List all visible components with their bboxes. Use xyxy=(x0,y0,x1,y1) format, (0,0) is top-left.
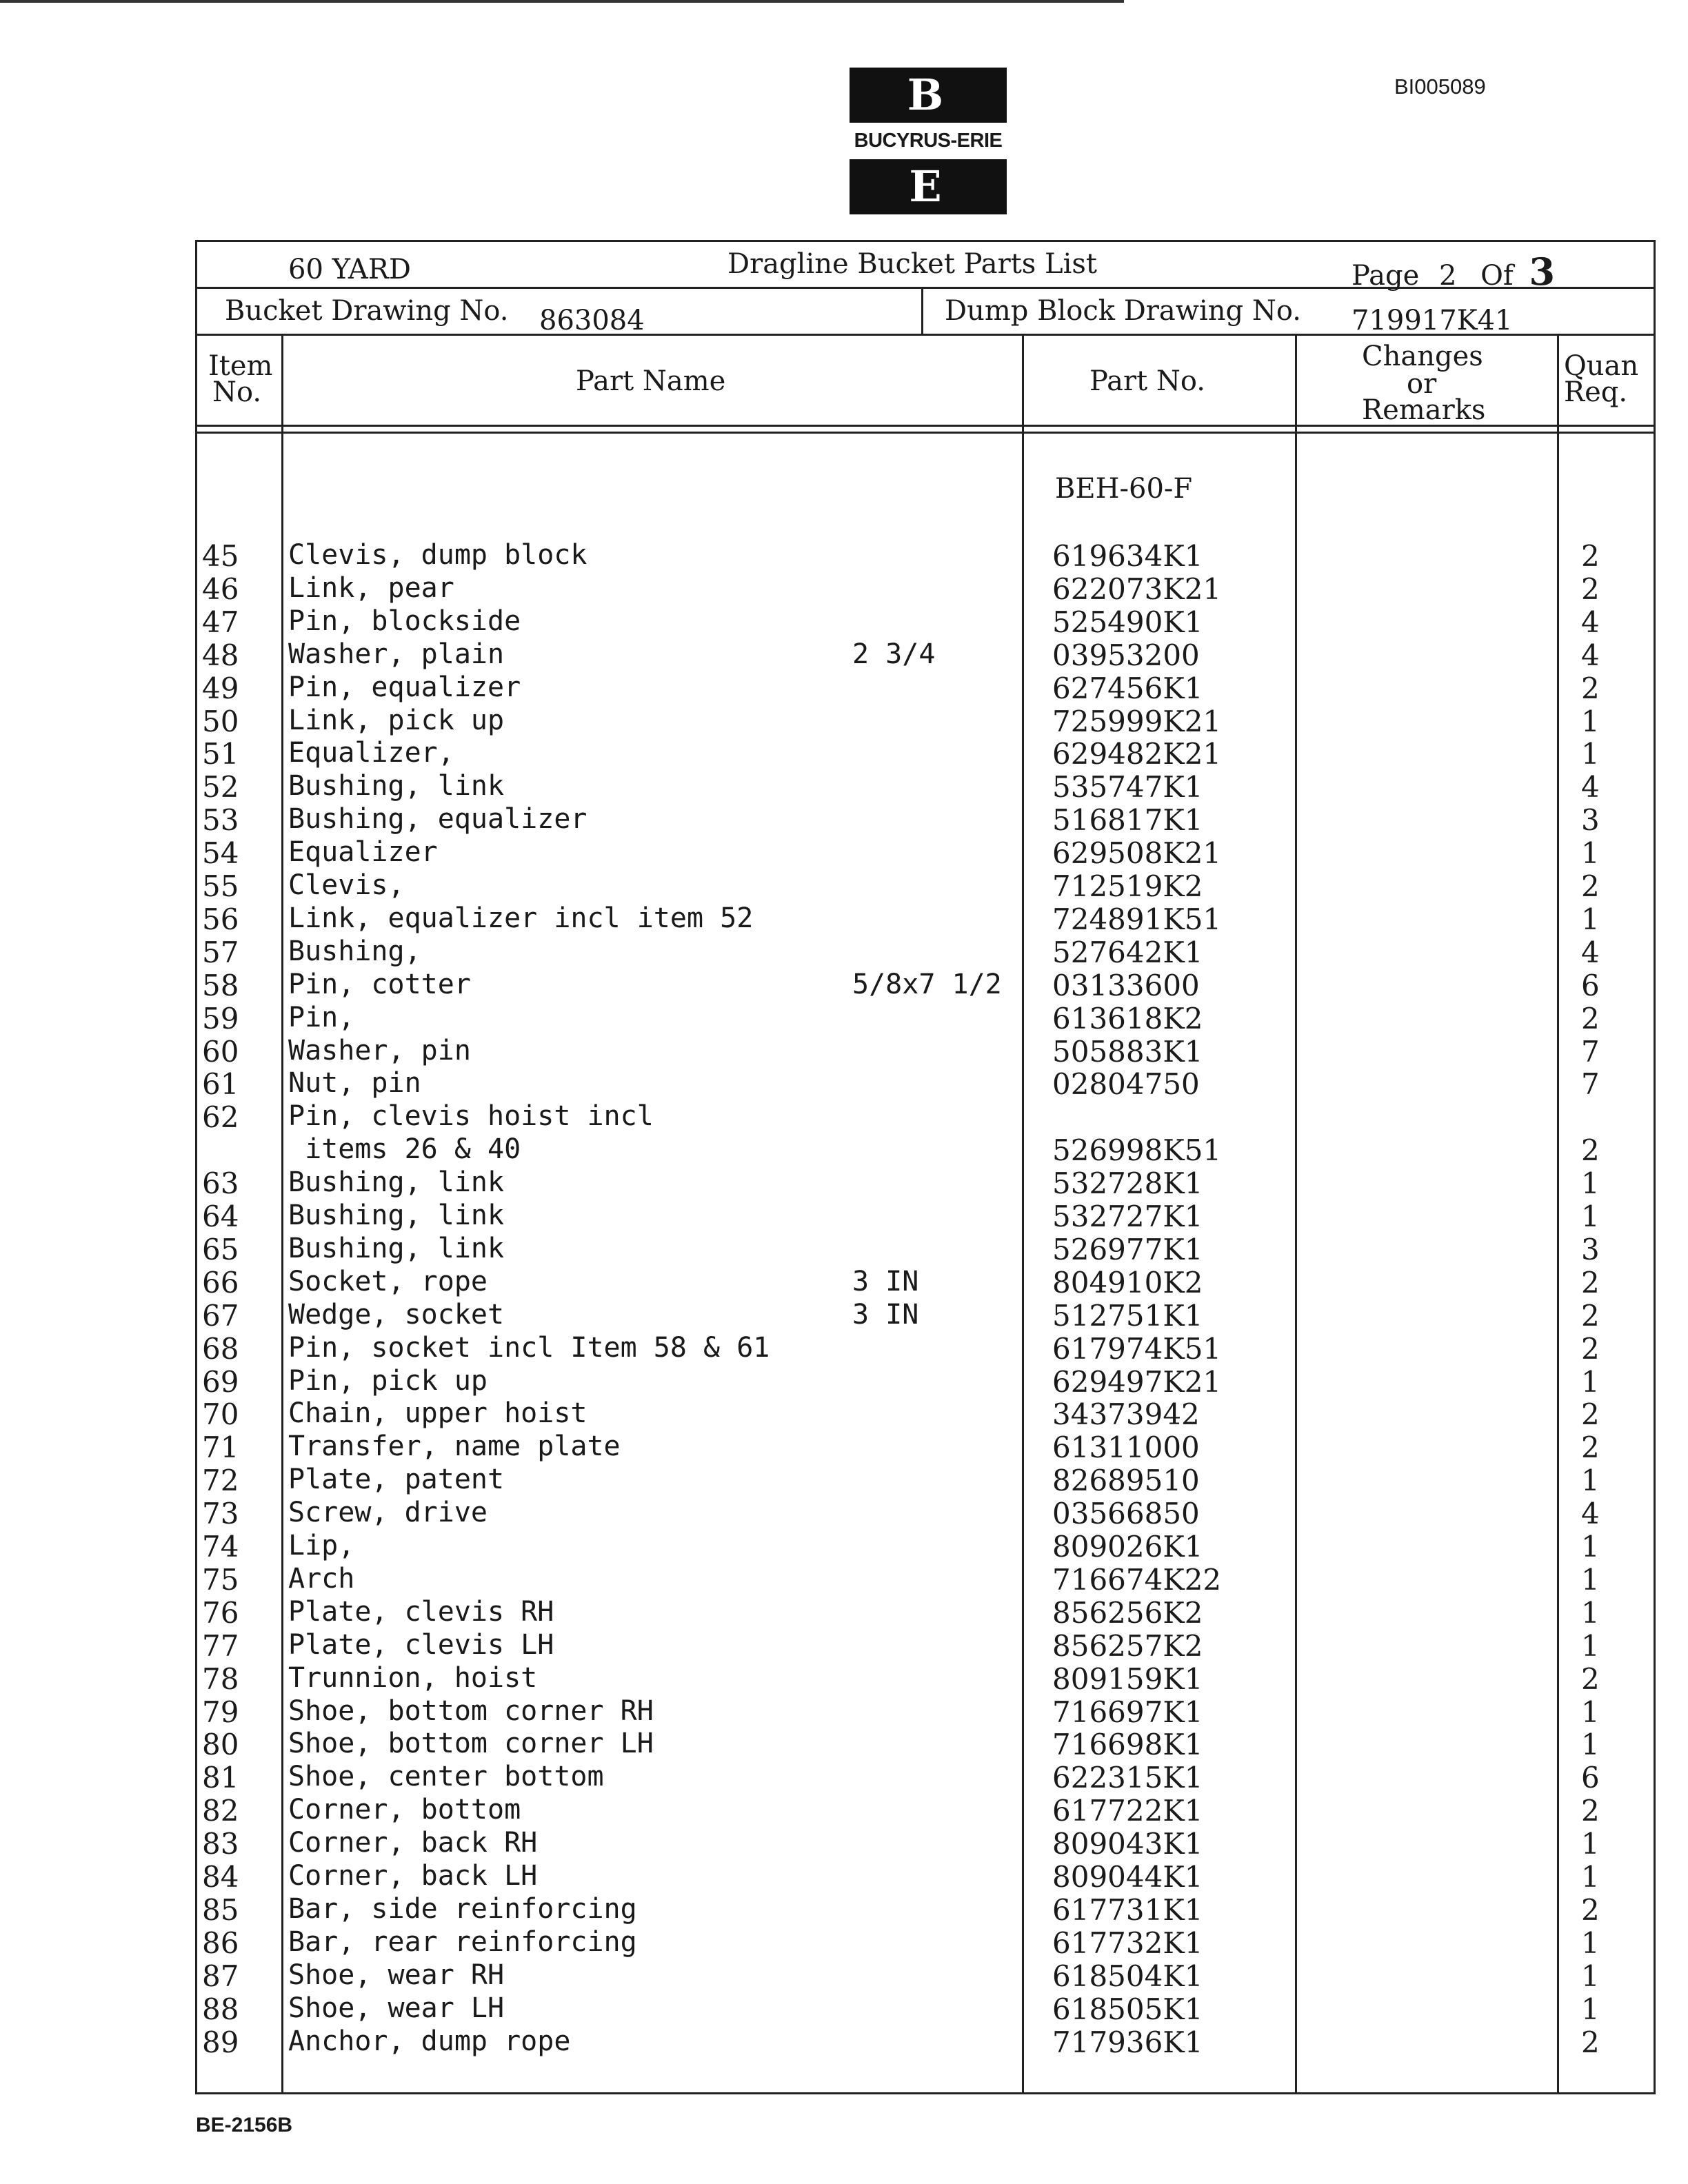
part-number: 717936K1 xyxy=(1052,2025,1203,2059)
part-name: Shoe, bottom corner RH xyxy=(288,1695,654,1727)
part-name: Pin, clevis hoist incl xyxy=(288,1100,654,1132)
col-changes-line3: Remarks xyxy=(1362,394,1486,426)
part-number: 619634K1 xyxy=(1052,539,1203,573)
quantity-required: 2 xyxy=(1581,572,1600,606)
item-number: 73 xyxy=(202,1497,239,1530)
part-size: 5/8x7 1/2 xyxy=(852,969,1002,1000)
item-number: 78 xyxy=(202,1662,239,1696)
quantity-required: 4 xyxy=(1581,936,1600,969)
part-number: 512751K1 xyxy=(1052,1299,1203,1333)
part-number: 804910K2 xyxy=(1052,1266,1203,1300)
quantity-required: 1 xyxy=(1581,1200,1600,1233)
item-number: 86 xyxy=(202,1926,239,1960)
page-number: 2 xyxy=(1438,260,1457,292)
part-number: 03133600 xyxy=(1052,969,1200,1002)
quantity-required: 1 xyxy=(1581,836,1600,870)
part-number: 532728K1 xyxy=(1052,1166,1203,1200)
part-name: Shoe, center bottom xyxy=(288,1761,604,1792)
dump-block-number: 719917K41 xyxy=(1352,305,1513,336)
part-name: Lip, xyxy=(288,1530,355,1561)
table-row xyxy=(0,572,1688,605)
part-name: Pin, blockside xyxy=(288,605,521,637)
table-row xyxy=(0,1926,1688,1959)
part-name: Trunnion, hoist xyxy=(288,1662,538,1694)
quantity-required: 2 xyxy=(1581,1299,1600,1333)
part-size: 3 IN xyxy=(852,1266,919,1297)
part-number: 629482K21 xyxy=(1052,737,1222,771)
quantity-required: 2 xyxy=(1581,2025,1600,2059)
item-number: 69 xyxy=(202,1365,239,1399)
part-number: 712519K2 xyxy=(1052,869,1203,903)
table-row xyxy=(0,1332,1688,1365)
part-number: 617731K1 xyxy=(1052,1893,1203,1927)
table-row xyxy=(0,705,1688,738)
part-number: 618505K1 xyxy=(1052,1992,1203,2026)
page-indicator xyxy=(1352,250,1555,294)
part-name: Link, pick up xyxy=(288,705,505,736)
quantity-required: 2 xyxy=(1581,1662,1600,1696)
part-name: Corner, back LH xyxy=(288,1860,538,1892)
quantity-required: 1 xyxy=(1581,705,1600,738)
quantity-required: 1 xyxy=(1581,1166,1600,1200)
part-name: Link, pear xyxy=(288,572,454,604)
table-row xyxy=(0,1629,1688,1662)
item-number: 80 xyxy=(202,1728,239,1761)
part-name: Corner, back RH xyxy=(288,1827,538,1859)
quantity-required: 1 xyxy=(1581,1728,1600,1761)
part-name: Pin, equalizer xyxy=(288,671,521,703)
quantity-required: 1 xyxy=(1581,1464,1600,1497)
quantity-required: 2 xyxy=(1581,869,1600,903)
item-number: 65 xyxy=(202,1233,239,1266)
bucyrus-erie-logo xyxy=(850,68,1007,214)
bucket-size: 60 YARD xyxy=(288,254,411,285)
table-row xyxy=(0,1002,1688,1035)
quantity-required: 6 xyxy=(1581,1761,1600,1794)
table-row xyxy=(0,770,1688,803)
item-number: 64 xyxy=(202,1200,239,1233)
table-row xyxy=(0,1761,1688,1794)
table-row xyxy=(0,1728,1688,1761)
item-number: 68 xyxy=(202,1332,239,1366)
quantity-required: 1 xyxy=(1581,1860,1600,1894)
quantity-required: 1 xyxy=(1581,1629,1600,1663)
part-size: 2 3/4 xyxy=(852,638,936,670)
quantity-required: 1 xyxy=(1581,1695,1600,1729)
part-number: 525490K1 xyxy=(1052,605,1203,639)
item-number: 51 xyxy=(202,737,239,771)
part-name: Bar, rear reinforcing xyxy=(288,1926,637,1958)
logo-letter-e: E xyxy=(850,159,1007,214)
col-changes-line1: Changes xyxy=(1362,341,1483,372)
quantity-required: 1 xyxy=(1581,737,1600,771)
part-number: 532727K1 xyxy=(1052,1200,1203,1233)
table-row xyxy=(0,1166,1688,1200)
item-number: 47 xyxy=(202,605,239,639)
part-name: Pin, pick up xyxy=(288,1365,488,1397)
quantity-required: 3 xyxy=(1581,803,1600,837)
part-name: Transfer, name plate xyxy=(288,1430,621,1462)
item-number: 58 xyxy=(202,969,239,1002)
part-number: 622073K21 xyxy=(1052,572,1222,606)
part-number: 61311000 xyxy=(1052,1430,1200,1464)
part-name: Socket, rope xyxy=(288,1266,488,1297)
quantity-required: 4 xyxy=(1581,1497,1600,1530)
part-name: Bushing, link xyxy=(288,1166,505,1198)
item-number: 59 xyxy=(202,1002,239,1035)
table-row xyxy=(0,1992,1688,2025)
document-id: BI005089 xyxy=(1394,74,1486,99)
item-number: 50 xyxy=(202,705,239,738)
part-name: Pin, xyxy=(288,1002,355,1033)
item-number: 54 xyxy=(202,836,239,870)
part-number: 809159K1 xyxy=(1052,1662,1203,1696)
item-number: 74 xyxy=(202,1530,239,1564)
quantity-required: 1 xyxy=(1581,1992,1600,2026)
item-number: 45 xyxy=(202,539,239,573)
table-row xyxy=(0,1827,1688,1860)
table-row xyxy=(0,638,1688,671)
table-row xyxy=(0,1430,1688,1464)
part-name: Equalizer xyxy=(288,836,438,868)
footer-code: BE-2156B xyxy=(196,2114,293,2136)
table-row xyxy=(0,1794,1688,1827)
part-number: 03566850 xyxy=(1052,1497,1200,1530)
quantity-required: 6 xyxy=(1581,969,1600,1002)
quantity-required: 1 xyxy=(1581,902,1600,936)
item-number: 66 xyxy=(202,1266,239,1300)
part-number: 856257K2 xyxy=(1052,1629,1203,1663)
quantity-required: 4 xyxy=(1581,605,1600,639)
item-number: 62 xyxy=(202,1100,239,1134)
part-number: 716698K1 xyxy=(1052,1728,1203,1761)
quantity-required: 2 xyxy=(1581,539,1600,573)
part-number: 716697K1 xyxy=(1052,1695,1203,1729)
page-total: 3 xyxy=(1529,250,1556,294)
quantity-required: 2 xyxy=(1581,1002,1600,1035)
col-quan-line1: Quan xyxy=(1564,350,1639,382)
part-name: Pin, socket incl Item 58 & 61 xyxy=(288,1332,770,1364)
item-number: 76 xyxy=(202,1596,239,1630)
quantity-required: 7 xyxy=(1581,1067,1600,1101)
part-number: 516817K1 xyxy=(1052,803,1203,837)
part-number: 629508K21 xyxy=(1052,836,1222,870)
part-name: Link, equalizer incl item 52 xyxy=(288,902,754,934)
quantity-required: 1 xyxy=(1581,1563,1600,1597)
part-name: Pin, cotter xyxy=(288,969,471,1000)
part-number: 724891K51 xyxy=(1052,902,1222,936)
quantity-required: 2 xyxy=(1581,1133,1600,1167)
part-name: Plate, patent xyxy=(288,1464,505,1495)
quantity-required: 2 xyxy=(1581,1430,1600,1464)
quantity-required: 2 xyxy=(1581,1266,1600,1300)
item-number: 88 xyxy=(202,1992,239,2026)
table-row xyxy=(0,1464,1688,1497)
table-row xyxy=(0,1530,1688,1563)
quantity-required: 4 xyxy=(1581,638,1600,672)
part-name: Wedge, socket xyxy=(288,1299,505,1331)
part-number: 34373942 xyxy=(1052,1397,1200,1431)
part-name: Bushing, xyxy=(288,936,421,967)
part-number: 505883K1 xyxy=(1052,1035,1203,1069)
part-name: Bushing, equalizer xyxy=(288,803,587,835)
bucket-drawing-number: 863084 xyxy=(539,305,645,336)
part-name: Nut, pin xyxy=(288,1067,421,1099)
table-row xyxy=(0,1233,1688,1266)
part-name: Plate, clevis RH xyxy=(288,1596,554,1628)
logo-brand-name: BUCYRUS-ERIE xyxy=(854,130,1003,152)
col-part-name: Part Name xyxy=(576,365,726,397)
item-number: 55 xyxy=(202,869,239,903)
part-number: 622315K1 xyxy=(1052,1761,1203,1794)
item-number: 49 xyxy=(202,671,239,705)
item-number: 57 xyxy=(202,936,239,969)
part-number: 627456K1 xyxy=(1052,671,1203,705)
table-row xyxy=(0,539,1688,572)
item-number: 56 xyxy=(202,902,239,936)
col-item-line1: Item xyxy=(208,350,273,382)
part-number: 03953200 xyxy=(1052,638,1200,672)
logo-letter-b: B xyxy=(850,68,1007,123)
table-row xyxy=(0,1893,1688,1926)
quantity-required: 1 xyxy=(1581,1926,1600,1960)
part-number: 535747K1 xyxy=(1052,770,1203,804)
table-row xyxy=(0,1266,1688,1299)
item-number: 60 xyxy=(202,1035,239,1069)
col-item-line2: No. xyxy=(212,376,262,408)
table-row xyxy=(0,803,1688,836)
part-number: 613618K2 xyxy=(1052,1002,1203,1035)
item-number: 81 xyxy=(202,1761,239,1794)
quantity-required: 3 xyxy=(1581,1233,1600,1266)
part-number: 526998K51 xyxy=(1052,1133,1222,1167)
part-size: 3 IN xyxy=(852,1299,919,1331)
part-number: 82689510 xyxy=(1052,1464,1200,1497)
part-name: Chain, upper hoist xyxy=(288,1397,587,1429)
item-number: 48 xyxy=(202,638,239,672)
part-name: Shoe, bottom corner LH xyxy=(288,1728,654,1759)
table-row xyxy=(0,2025,1688,2059)
part-number: 617974K51 xyxy=(1052,1332,1222,1366)
col-quan-line2: Req. xyxy=(1564,376,1628,408)
item-number: 61 xyxy=(202,1067,239,1101)
table-row xyxy=(0,1299,1688,1332)
table-row xyxy=(0,1397,1688,1430)
part-name: Shoe, wear RH xyxy=(288,1959,505,1991)
item-number: 67 xyxy=(202,1299,239,1333)
table-row xyxy=(0,1959,1688,1992)
part-number: 809043K1 xyxy=(1052,1827,1203,1861)
table-row xyxy=(0,1695,1688,1728)
col-changes-line2: or xyxy=(1407,368,1437,400)
table-row xyxy=(0,1100,1688,1133)
document-title: Dragline Bucket Parts List xyxy=(727,248,1097,280)
part-name: Corner, bottom xyxy=(288,1794,521,1826)
item-number: 84 xyxy=(202,1860,239,1894)
part-name: Clevis, xyxy=(288,869,405,901)
page-label: Page xyxy=(1352,260,1420,292)
table-row xyxy=(0,1563,1688,1596)
table-row xyxy=(0,1035,1688,1068)
part-name: Bushing, link xyxy=(288,1200,505,1231)
quantity-required: 4 xyxy=(1581,770,1600,804)
item-number: 85 xyxy=(202,1893,239,1927)
top-rule xyxy=(0,0,1124,3)
part-number: 856256K2 xyxy=(1052,1596,1203,1630)
part-name: Bar, side reinforcing xyxy=(288,1893,637,1925)
part-number: 02804750 xyxy=(1052,1067,1200,1101)
part-name: Arch xyxy=(288,1563,355,1595)
table-row xyxy=(0,1067,1688,1100)
col-part-no: Part No. xyxy=(1089,365,1205,397)
table-row xyxy=(0,1133,1688,1166)
part-name: Plate, clevis LH xyxy=(288,1629,554,1661)
part-number: 809026K1 xyxy=(1052,1530,1203,1564)
table-row xyxy=(0,671,1688,705)
quantity-required: 2 xyxy=(1581,1893,1600,1927)
part-name: Washer, pin xyxy=(288,1035,471,1066)
rule-colheader-bottom-2 xyxy=(195,432,1656,434)
item-number: 77 xyxy=(202,1629,239,1663)
quantity-required: 2 xyxy=(1581,1397,1600,1431)
table-row xyxy=(0,836,1688,869)
part-number: 617732K1 xyxy=(1052,1926,1203,1960)
quantity-required: 1 xyxy=(1581,1827,1600,1861)
table-row xyxy=(0,969,1688,1002)
bucket-drawing-label: Bucket Drawing No. xyxy=(225,295,509,327)
table-row xyxy=(0,605,1688,638)
quantity-required: 7 xyxy=(1581,1035,1600,1069)
part-name: Screw, drive xyxy=(288,1497,488,1528)
table-row xyxy=(0,1662,1688,1695)
table-row xyxy=(0,1200,1688,1233)
item-number: 89 xyxy=(202,2025,239,2059)
part-name: items 26 & 40 xyxy=(288,1133,521,1165)
quantity-required: 2 xyxy=(1581,1794,1600,1828)
item-number: 87 xyxy=(202,1959,239,1993)
part-name: Bushing, link xyxy=(288,770,505,802)
part-number: 527642K1 xyxy=(1052,936,1203,969)
part-number: 809044K1 xyxy=(1052,1860,1203,1894)
quantity-required: 1 xyxy=(1581,1959,1600,1993)
table-row xyxy=(0,1497,1688,1530)
part-name: Washer, plain xyxy=(288,638,505,670)
table-row xyxy=(0,1860,1688,1893)
item-number: 82 xyxy=(202,1794,239,1828)
table-row xyxy=(0,737,1688,770)
item-number: 79 xyxy=(202,1695,239,1729)
table-row xyxy=(0,869,1688,902)
quantity-required: 2 xyxy=(1581,671,1600,705)
table-row xyxy=(0,902,1688,936)
quantity-required: 2 xyxy=(1581,1332,1600,1366)
item-number: 46 xyxy=(202,572,239,606)
part-number: 725999K21 xyxy=(1052,705,1222,738)
item-number: 53 xyxy=(202,803,239,837)
item-number: 83 xyxy=(202,1827,239,1861)
part-name: Bushing, link xyxy=(288,1233,505,1264)
part-number: 618504K1 xyxy=(1052,1959,1203,1993)
quantity-required: 1 xyxy=(1581,1530,1600,1564)
table-row xyxy=(0,1365,1688,1398)
quantity-required: 1 xyxy=(1581,1365,1600,1399)
item-number: 72 xyxy=(202,1464,239,1497)
part-number: 629497K21 xyxy=(1052,1365,1222,1399)
item-number: 63 xyxy=(202,1166,239,1200)
model-code: BEH-60-F xyxy=(1055,473,1193,505)
item-number: 75 xyxy=(202,1563,239,1597)
part-name: Anchor, dump rope xyxy=(288,2025,571,2057)
table-row xyxy=(0,1596,1688,1629)
rule-drawing-divider xyxy=(921,287,923,335)
of-label: Of xyxy=(1480,260,1514,292)
dump-block-label: Dump Block Drawing No. xyxy=(945,295,1301,327)
quantity-required: 1 xyxy=(1581,1596,1600,1630)
part-number: 716674K22 xyxy=(1052,1563,1222,1597)
part-number: 617722K1 xyxy=(1052,1794,1203,1828)
part-name: Equalizer, xyxy=(288,737,454,769)
part-name: Clevis, dump block xyxy=(288,539,587,571)
table-row xyxy=(0,936,1688,969)
item-number: 71 xyxy=(202,1430,239,1464)
item-number: 70 xyxy=(202,1397,239,1431)
item-number: 52 xyxy=(202,770,239,804)
part-number: 526977K1 xyxy=(1052,1233,1203,1266)
part-name: Shoe, wear LH xyxy=(288,1992,505,2024)
